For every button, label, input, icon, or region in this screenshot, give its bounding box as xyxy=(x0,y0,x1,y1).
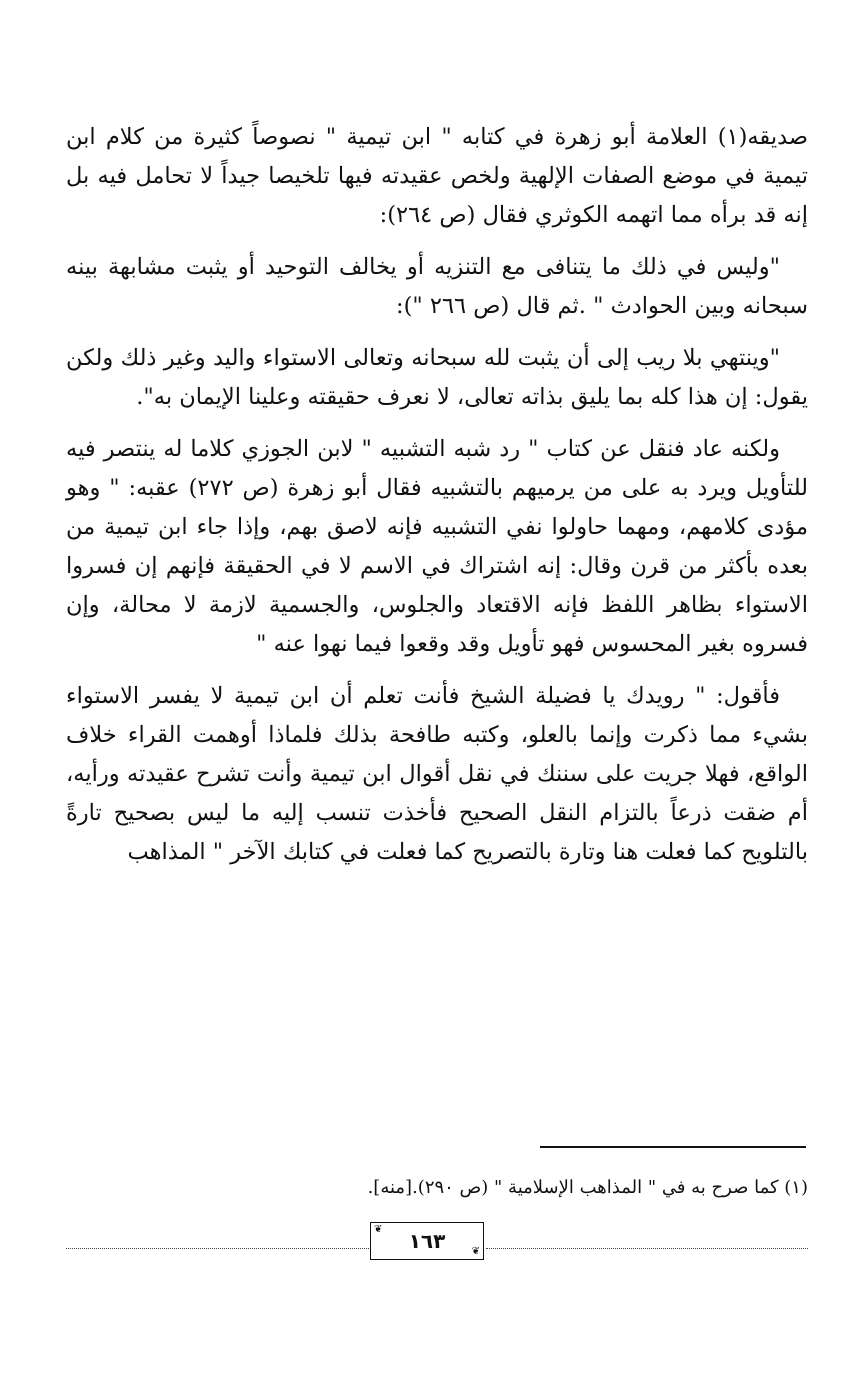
page-number-box xyxy=(370,1222,484,1260)
footnote: (١) كما صرح به في " المذاهب الإسلامية " (ص ٢٩٠).[منه]. xyxy=(367,1177,808,1198)
paragraph-2: "وليس في ذلك ما يتنافى مع التنزيه أو يخالف التوحيد أو يثبت مشابهة بينه سبحانه وبين الحوادث " .ثم قال (ص ٢٦٦ "): xyxy=(66,254,808,319)
body-text xyxy=(66,118,808,872)
corner-ornament-icon: ❦ xyxy=(374,1224,383,1235)
corner-ornament-icon: ❦ xyxy=(471,1246,480,1257)
paragraph-1: صديقه(١) العلامة أبو زهرة في كتابه " ابن تيمية " نصوصاً كثيرة من كلام ابن تيمية في موضع الصفات الإلهية ولخص عقيدته فيها تلخيصا جيداً لا تحامل فيه بل إنه قد برأه مما اتهمه الكوثري فقال (ص ٢٦٤): xyxy=(66,124,808,228)
paragraph-4: ولكنه عاد فنقل عن كتاب " رد شبه التشبيه " لابن الجوزي كلاما له ينتصر فيه للتأويل ويرد به على من يرميهم بالتشبيه فقال أبو زهرة (ص ٢٧٢) عقبه: " وهو مؤدى كلامهم، ومهما حاولوا نفي التشبيه فإنه لاصق بهم، وإذا جاء ابن تيمية من بعده بأكثر من قرن وقال: إنه اشتراك في الاسم لا في الحقيقة فإنهم إن فسروا الاستواء بظاهر اللفظ فإنه الاقتعاد والجلوس، والجسمية لازمة لا محالة، وإن فسروه بغير المحسوس فهو تأويل وقد وقعوا فيما نهوا عنه " xyxy=(66,436,809,657)
footer-dotted-rule-left xyxy=(66,1248,369,1249)
page-number: ١٦٣ xyxy=(408,1229,446,1253)
footer-dotted-rule-right xyxy=(486,1248,808,1249)
footnote-separator xyxy=(540,1146,806,1148)
paragraph-5: فأقول: " رويدك يا فضيلة الشيخ فأنت تعلم أن ابن تيمية لا يفسر الاستواء بشيء مما ذكرت وإنما بالعلو، وكتبه طافحة بذلك فلماذا أوهمت القراء خلاف الواقع، فهلا جريت على سننك في نقل أقوال ابن تيمية وأنت تشرح عقيدته ورأيه، أم ضقت ذرعاً بالتزام النقل الصحيح فأخذت تنسب إليه ما ليس بصحيح تارةً بالتلويح كما فعلت هنا وتارة بالتصريح كما فعلت في كتابك الآخر " المذاهب xyxy=(66,683,808,865)
paragraph-3: "وينتهي بلا ريب إلى أن يثبت لله سبحانه وتعالى الاستواء واليد وغير ذلك ولكن يقول: إن هذا كله بما يليق بذاته تعالى، لا نعرف حقيقته وعلينا الإيمان به". xyxy=(66,345,808,410)
